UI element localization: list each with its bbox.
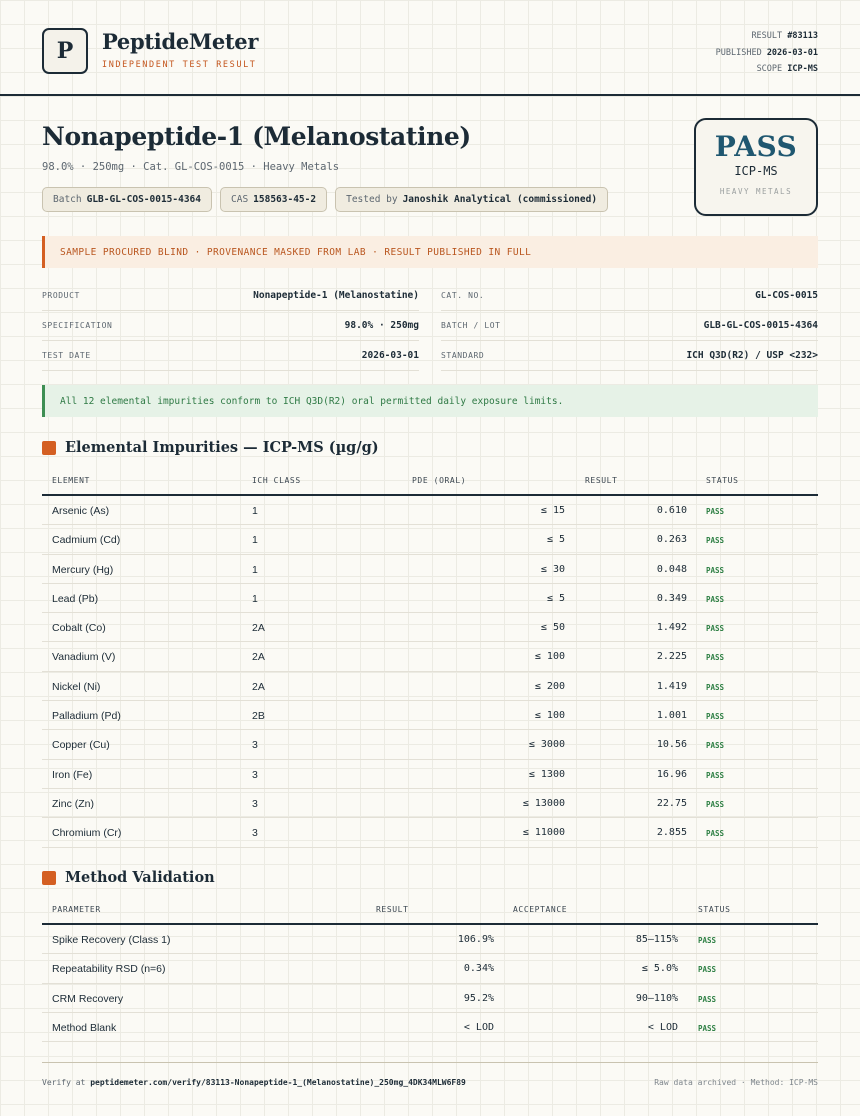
info-batch: BATCH / LOT GLB-GL-COS-0015-4364 [441,311,818,341]
pass-stamp [694,118,818,216]
element-name: Lead (Pb) [52,592,99,605]
status-badge: PASS [706,565,725,575]
table-row [42,730,818,759]
pde-limit: ≤ 100 [534,710,565,722]
result-value: 2.225 [656,651,687,663]
info-standard: STANDARD ICH Q3D(R2) / USP <232> [441,341,818,371]
acceptance-range: ≤ 5.0% [641,963,678,975]
col-status: STATUS [706,476,739,485]
status-badge: PASS [698,936,717,945]
stamp-method: ICP-MS [734,164,778,178]
result-value: 0.349 [656,592,687,604]
table-row [42,584,818,613]
section-marker-icon [42,441,56,455]
col-pde: PDE (ORAL) [412,476,467,485]
table-row [42,760,818,789]
element-name: Vanadium (V) [52,651,116,664]
report-meta [716,28,818,78]
pde-limit: ≤ 13000 [522,797,565,809]
status-badge: PASS [706,770,725,780]
col-val-result: RESULT [376,905,409,914]
conformance-banner: All 12 elemental impurities conform to ICH Q3D(R2) oral permitted daily exposure limits. [42,385,818,417]
section-marker-icon [42,871,56,885]
col-parameter: PARAMETER [52,905,101,914]
page-title: Nonapeptide-1 (Melanostatine) [42,122,471,151]
ich-class: 3 [252,739,258,752]
result-value: 0.610 [656,505,687,516]
impurities-header-row [42,466,818,496]
table-row [42,642,818,671]
ich-class: 2A [252,680,265,693]
status-badge: PASS [698,1023,717,1033]
element-name: Chromium (Cr) [52,827,122,840]
pde-limit: ≤ 11000 [522,827,565,839]
status-badge: PASS [706,712,725,722]
info-cat-no: CAT. NO. GL-COS-0015 [441,281,818,311]
lab-chip: Tested by Janoshik Analytical (commissioned) [335,187,608,212]
result-value: 16.96 [656,768,687,780]
status-badge: PASS [706,653,725,663]
published-date: 2026-03-01 [766,47,818,58]
impurities-table [42,466,818,848]
published-label: PUBLISHED [715,47,762,58]
ich-class: 3 [252,797,258,810]
parameter-name: Repeatability RSD (n=6) [52,963,166,976]
parameter-name: CRM Recovery [52,992,124,1005]
element-name: Cobalt (Co) [52,622,106,635]
element-name: Iron (Fe) [52,768,93,781]
blind-procurement-notice: SAMPLE PROCURED BLIND · PROVENANCE MASKED FROM LAB · RESULT PUBLISHED IN FULL [42,236,818,268]
result-value: 1.492 [656,622,687,634]
parameter-name: Spike Recovery (Class 1) [52,934,171,946]
validation-header-row [42,895,818,925]
info-test-date: TEST DATE 2026-03-01 [42,341,419,371]
validation-result: 0.34% [463,963,494,975]
result-value: 1.001 [656,710,687,722]
element-name: Copper (Cu) [52,739,110,752]
acceptance-range: < LOD [647,1021,678,1033]
col-result: RESULT [585,476,618,485]
footer-note: Raw data archived · Method: ICP-MS [654,1078,818,1087]
table-row [42,672,818,701]
status-badge: PASS [706,829,725,839]
ich-class: 3 [252,768,258,781]
report-header [0,0,860,96]
validation-result: 95.2% [463,992,494,1004]
element-name: Arsenic (As) [52,505,110,517]
ich-class: 1 [252,534,258,547]
table-row [42,496,818,525]
status-badge: PASS [706,536,725,546]
table-row [42,525,818,554]
table-row [42,818,818,847]
result-label: RESULT [751,31,783,41]
footer [42,1062,818,1102]
element-name: Mercury (Hg) [52,563,114,576]
ich-class: 1 [252,505,258,517]
cas-chip: CAS 158563-45-2 [220,187,327,212]
stamp-verdict: PASS [714,130,798,163]
status-badge: PASS [706,594,725,604]
result-value: 0.263 [656,534,687,546]
verify-link[interactable]: peptidemeter.com/verify/83113-Nonapeptide-1_(Melanostatine)_250mg_4DK34MLW6F89 [90,1078,466,1087]
col-val-status: STATUS [698,905,731,914]
stamp-scope: HEAVY METALS [719,187,793,196]
col-acceptance: ACCEPTANCE [513,905,568,914]
brand-name: PeptideMeter [102,29,259,54]
table-row [42,954,818,983]
pde-limit: ≤ 1300 [528,768,565,780]
element-name: Cadmium (Cd) [52,534,121,547]
pde-limit: ≤ 100 [534,651,565,663]
table-row [42,1013,818,1042]
status-badge: PASS [706,507,725,516]
batch-chip: Batch GLB-GL-COS-0015-4364 [42,187,212,212]
brand-tagline: INDEPENDENT TEST RESULT [102,60,257,70]
result-value: 0.048 [656,563,687,575]
acceptance-range: 85–115% [635,934,678,945]
product-chips [42,187,608,212]
scope-value: ICP-MS [787,64,818,74]
element-name: Palladium (Pd) [52,710,121,723]
status-badge: PASS [706,799,725,809]
validation-table [42,895,818,1042]
table-row [42,984,818,1013]
result-value: 2.855 [656,827,687,839]
table-row [42,701,818,730]
pde-limit: ≤ 5 [546,534,565,546]
scope-label: SCOPE [756,64,783,74]
status-badge: PASS [698,965,717,975]
status-badge: PASS [706,624,725,634]
status-badge: PASS [706,741,725,751]
ich-class: 2B [252,710,265,723]
info-product: PRODUCT Nonapeptide-1 (Melanostatine) [42,281,419,311]
impurities-heading: Elemental Impurities — ICP-MS (µg/g) [42,439,379,456]
ich-class: 3 [252,827,258,840]
pde-limit: ≤ 50 [540,622,565,634]
product-subtitle: 98.0% · 250mg · Cat. GL-COS-0015 · Heavy Metals [42,161,340,173]
ich-class: 1 [252,592,258,605]
validation-result: 106.9% [457,934,494,945]
pde-limit: ≤ 200 [534,680,565,692]
ich-class: 2A [252,651,265,664]
info-specification: SPECIFICATION 98.0% · 250mg [42,311,419,341]
validation-heading: Method Validation [42,869,215,886]
acceptance-range: 90–110% [635,992,678,1004]
pde-limit: ≤ 15 [540,505,565,516]
pde-limit: ≤ 30 [540,563,565,575]
parameter-name: Method Blank [52,1021,117,1034]
status-badge: PASS [706,682,725,692]
pde-limit: ≤ 3000 [528,739,565,751]
ich-class: 1 [252,563,258,576]
table-row [42,613,818,642]
verify-label: Verify at [42,1078,86,1087]
element-name: Zinc (Zn) [52,797,94,810]
status-badge: PASS [698,994,717,1004]
result-value: 10.56 [656,739,687,751]
validation-result: < LOD [463,1021,494,1033]
logo: P [42,28,88,74]
table-row [42,789,818,818]
result-value: 22.75 [656,797,687,809]
pde-limit: ≤ 5 [546,592,565,604]
ich-class: 2A [252,622,265,635]
element-name: Nickel (Ni) [52,680,101,693]
col-element: ELEMENT [52,476,90,485]
table-row [42,555,818,584]
table-row [42,925,818,954]
result-value: 1.419 [656,680,687,692]
col-ich-class: ICH CLASS [252,476,301,485]
result-number: #83113 [787,31,818,41]
